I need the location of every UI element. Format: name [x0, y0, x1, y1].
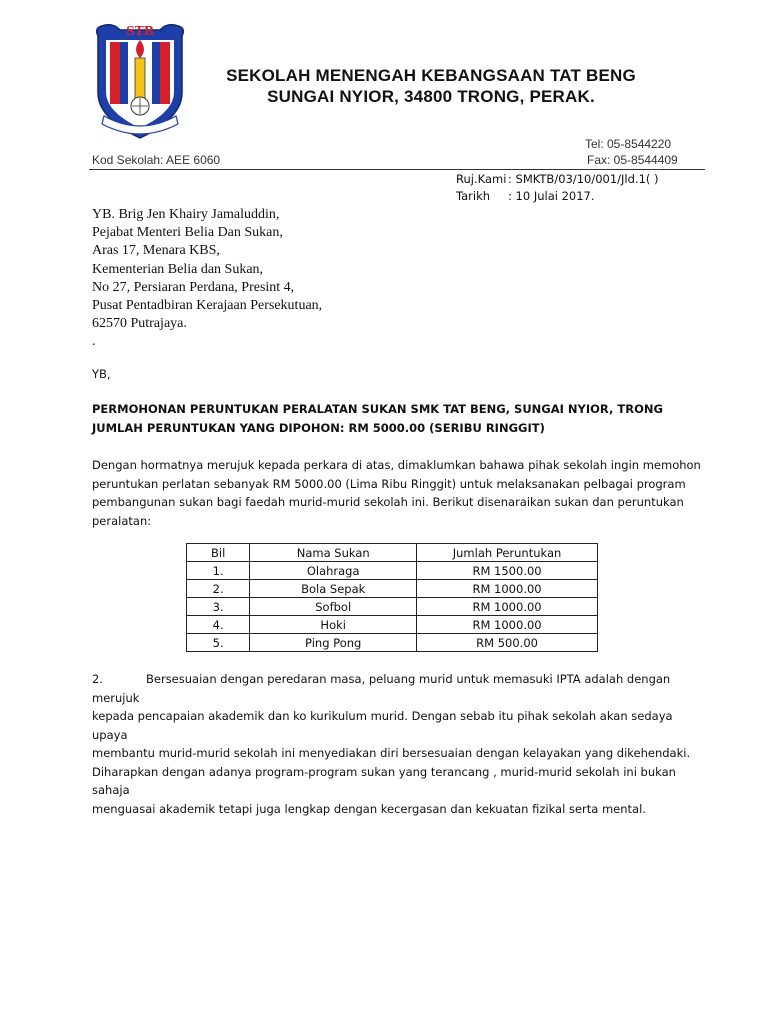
table-cell: Ping Pong: [250, 634, 417, 652]
table-header: Bil: [187, 544, 250, 562]
paragraph-line: menguasai akademik tetapi juga lengkap dengan kecergasan dan kekuatan fizikal serta mental.: [92, 801, 646, 816]
allocation-table: [186, 543, 598, 652]
table-header: Nama Sukan: [250, 544, 417, 562]
recipient-line: No 27, Persiaran Perdana, Presint 4,: [92, 279, 295, 295]
paragraph-number: 2.: [92, 672, 103, 686]
table-header: Jumlah Peruntukan: [417, 544, 598, 562]
table-cell: 2.: [187, 580, 250, 598]
paragraph-line: kepada pencapaian akademik dan ko kurikulum murid. Dengan sebab itu pihak sekolah akan sedaya upaya: [92, 709, 673, 742]
school-crest-logo: [90, 18, 190, 143]
school-name-line1: SEKOLAH MENENGAH KEBANGSAAN TAT BENG: [226, 66, 636, 85]
table-cell: RM 1000.00: [417, 616, 598, 634]
school-code: Kod Sekolah: AEE 6060: [92, 153, 221, 167]
paragraph-line: pembangunan sukan bagi faedah murid-murid sekolah ini. Berikut disenaraikan sukan dan peruntukan: [92, 495, 684, 509]
recipient-line: Pusat Pentadbiran Kerajaan Persekutuan,: [92, 298, 323, 314]
date-value: : 10 Julai 2017.: [508, 189, 595, 203]
table-row: [187, 616, 598, 634]
recipient-line: Kementerian Belia dan Sukan,: [92, 261, 264, 277]
recipient-line: .: [92, 334, 96, 350]
header-divider: [89, 169, 705, 170]
school-fax: Fax: 05-8544409: [587, 153, 678, 167]
table-cell: Olahraga: [250, 562, 417, 580]
recipient-line: 62570 Putrajaya.: [92, 316, 187, 332]
paragraph-line: peruntukan perlatan sebanyak RM 5000.00 (Lima Ribu Ringgit) untuk melaksanakan pelbagai program: [92, 476, 686, 491]
table-cell: 5.: [187, 634, 250, 652]
recipient-line: YB. Brig Jen Khairy Jamaluddin,: [92, 207, 280, 222]
recipient-line: Pejabat Menteri Belia Dan Sukan,: [92, 225, 283, 241]
table-cell: Sofbol: [250, 598, 417, 616]
school-tel: Tel: 05-8544220: [585, 137, 672, 151]
ref-label: Ruj.Kami: [456, 172, 507, 186]
recipient-address: [92, 206, 322, 352]
paragraph-1: [92, 456, 704, 530]
table-cell: 1.: [187, 562, 250, 580]
subject-line2: JUMLAH PERUNTUKAN YANG DIPOHON: RM 5000.00 (SERIBU RINGGIT): [92, 420, 545, 435]
table-cell: 3.: [187, 598, 250, 616]
paragraph-line: Dengan hormatnya merujuk kepada perkara di atas, dimaklumkan bahawa pihak sekolah ingin memohon: [92, 458, 701, 472]
table-cell: Hoki: [250, 616, 417, 634]
paragraph-text: Bersesuaian dengan peredaran masa, peluang murid untuk memasuki IPTA adalah dengan merujuk: [92, 672, 671, 705]
table-row: [187, 562, 598, 580]
crest-monogram: STB: [126, 24, 154, 38]
subject-line1: PERMOHONAN PERUNTUKAN PERALATAN SUKAN SMK TAT BENG, SUNGAI NYIOR, TRONG: [92, 402, 663, 416]
table-row: [187, 634, 598, 652]
table-cell: RM 1000.00: [417, 598, 598, 616]
paragraph-line: membantu murid-murid sekolah ini menyediakan diri bersesuaian dengan kelayakan yang dikehendaki.: [92, 746, 691, 760]
table-row: [187, 598, 598, 616]
recipient-line: Aras 17, Menara KBS,: [92, 243, 220, 259]
salutation: YB,: [92, 367, 111, 381]
table-cell: RM 500.00: [417, 634, 598, 652]
date-label: Tarikh: [456, 189, 491, 203]
paragraph-line: Diharapkan dengan adanya program-program sukan yang terancang , murid-murid sekolah ini bukan sahaja: [92, 764, 676, 797]
subject: [92, 400, 704, 437]
table-cell: RM 1000.00: [417, 580, 598, 598]
table-cell: 4.: [187, 616, 250, 634]
table-cell: RM 1500.00: [417, 562, 598, 580]
paragraph-2: [92, 670, 704, 818]
table-cell: Bola Sepak: [250, 580, 417, 598]
table-header-row: [187, 544, 598, 562]
paragraph-line: peralatan:: [92, 513, 152, 528]
ref-value: : SMKTB/03/10/001/Jld.1( ): [508, 172, 659, 186]
paragraph-line: [92, 670, 704, 707]
table-row: [187, 580, 598, 598]
school-name-line2: SUNGAI NYIOR, 34800 TRONG, PERAK.: [267, 87, 595, 106]
